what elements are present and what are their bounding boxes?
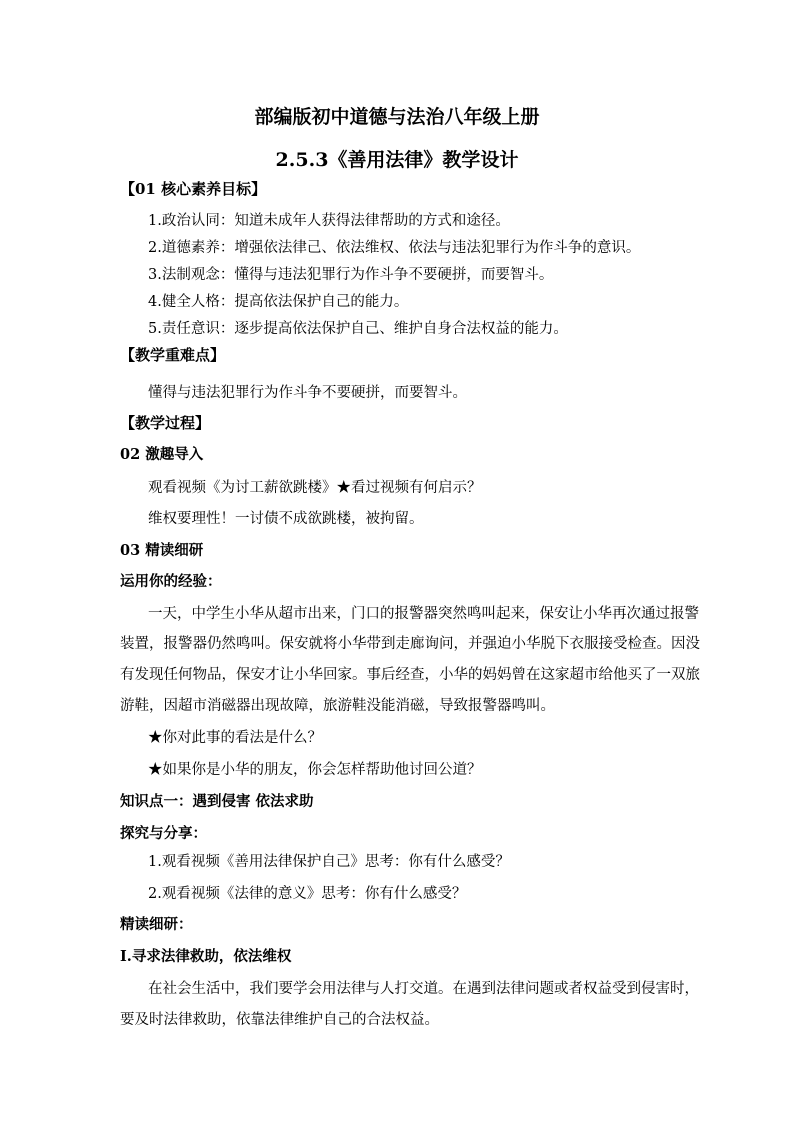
story-line: 游鞋，因超市消磁器出现故障，旅游鞋没能消磁，导致报警器鸣叫。: [120, 698, 555, 714]
subsection-heading: Ⅰ.寻求法律救助，依法维权: [120, 948, 292, 965]
paragraph-line: 在社会生活中，我们要学会用法律与人打交道。在遇到法律问题或者权益受到侵害时，: [148, 981, 699, 997]
read-heading: 精读细研：: [120, 916, 193, 933]
story-line: 有发现任何物品，保安才让小华回家。事后经查，小华的妈妈曾在这家超市给他买了一双旅: [120, 667, 700, 683]
discussion-question: ★如果你是小华的朋友，你会怎样帮助他讨回公道？: [148, 762, 482, 778]
experience-heading: 运用你的经验：: [120, 573, 222, 590]
objective-item: 1.政治认同：知道未成年人获得法律帮助的方式和途径。: [148, 213, 510, 229]
story-line: 装置，报警器仍然鸣叫。保安就将小华带到走廊询问，并强迫小华脱下衣服接受检查。因没: [120, 636, 700, 652]
document-subtitle: 2.5.3《善用法律》教学设计: [275, 149, 519, 171]
explore-item: 2.观看视频《法律的意义》思考：你有什么感受？: [148, 886, 467, 902]
story-line: 一天，中学生小华从超市出来，门口的报警器突然鸣叫起来，保安让小华再次通过报警: [148, 606, 699, 622]
objective-item: 4.健全人格：提高依法保护自己的能力。: [148, 294, 409, 310]
paragraph-line: 要及时法律救助，依靠法律维护自己的合法权益。: [120, 1012, 439, 1028]
document-title: 部编版初中道德与法治八年级上册: [254, 106, 540, 128]
discussion-question: ★你对此事的看法是什么？: [148, 730, 322, 746]
intro-line: 观看视频《为讨工薪欲跳楼》★看过视频有何启示？: [148, 480, 482, 496]
intro-heading: 02 激趣导入: [120, 446, 204, 463]
section-heading-key-points: 【教学重难点】: [120, 346, 226, 364]
section-heading-process: 【教学过程】: [120, 414, 211, 432]
knowledge-point-heading: 知识点一：遇到侵害 依法求助: [120, 793, 314, 810]
study-heading: 03 精读细研: [120, 542, 204, 559]
objective-item: 2.道德素养：增强依法律己、依法维权、依法与违法犯罪行为作斗争的意识。: [148, 240, 641, 256]
section-heading-objectives: 【01 核心素养目标】: [120, 180, 267, 198]
key-points-text: 懂得与违法犯罪行为作斗争不要硬拼，而要智斗。: [148, 385, 467, 401]
objective-item: 5.责任意识：逐步提高依法保护自己、维护自身合法权益的能力。: [148, 321, 568, 337]
objective-item: 3.法制观念：懂得与违法犯罪行为作斗争不要硬拼，而要智斗。: [148, 267, 554, 283]
explore-heading: 探究与分享：: [120, 825, 207, 842]
intro-line: 维权要理性！一讨债不成欲跳楼，被拘留。: [148, 511, 424, 527]
explore-item: 1.观看视频《善用法律保护自己》思考：你有什么感受？: [148, 854, 510, 870]
